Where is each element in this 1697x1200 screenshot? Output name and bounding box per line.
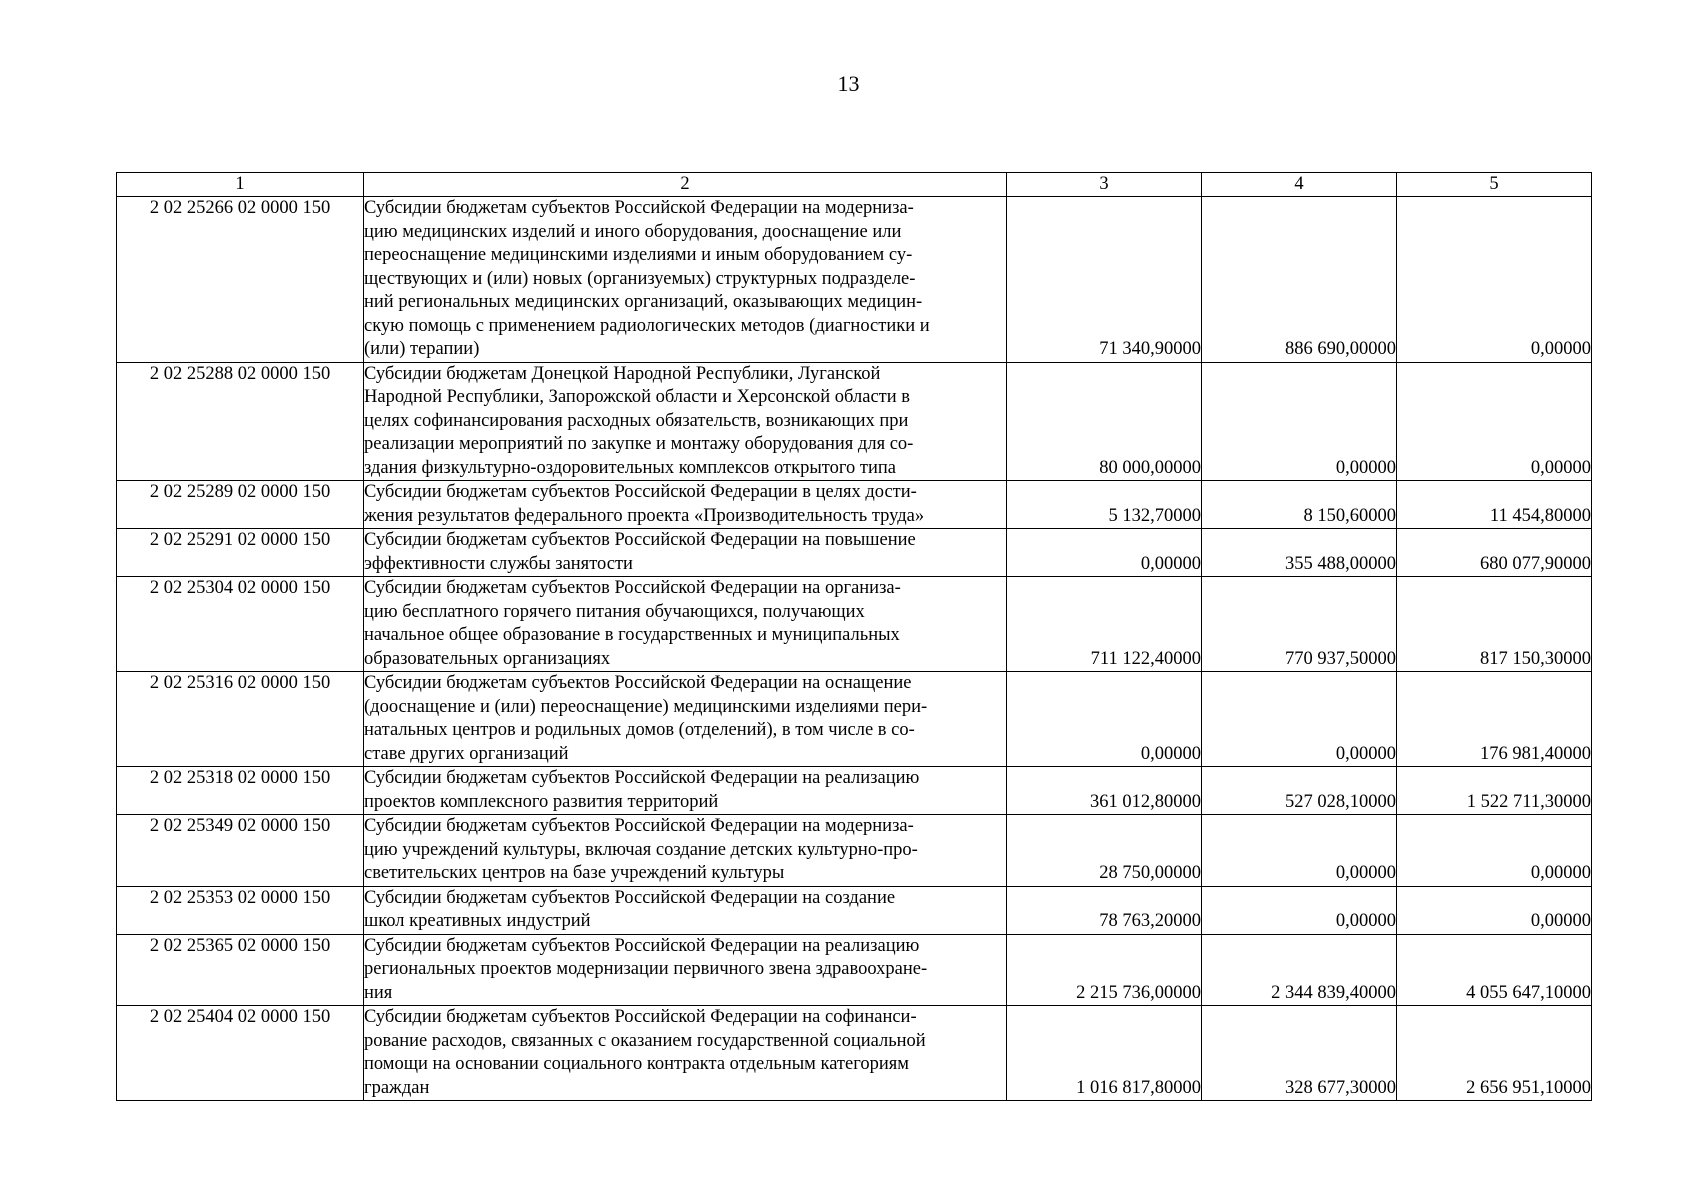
description-line: Субсидии бюджетам субъектов Российской Федерации на модерниза- <box>364 198 914 218</box>
description-cell <box>364 815 1007 887</box>
description-line: скую помощь с применением радиологических методов (диагностики и <box>364 315 930 336</box>
description-cell <box>364 529 1007 577</box>
budget-code-cell: 2 02 25353 02 0000 150 <box>117 886 364 934</box>
description-line: здания физкультурно-оздоровительных комплексов открытого типа <box>364 457 896 478</box>
amount-cell-col-4: 2 344 839,40000 <box>1202 934 1397 1006</box>
amount-cell-col-5: 11 454,80000 <box>1397 481 1592 529</box>
amount-cell-col-4: 527 028,10000 <box>1202 767 1397 815</box>
description-line: Народной Республики, Запорожской области и Херсонской области в <box>364 387 911 407</box>
description-line: целях софинансирования расходных обязательств, возникающих при <box>364 410 909 431</box>
description-line: региональных проектов модернизации первичного звена здравоохране- <box>364 959 928 979</box>
table-body <box>117 197 1592 1101</box>
description-cell <box>364 362 1007 481</box>
description-cell <box>364 577 1007 672</box>
amount-cell-col-3: 0,00000 <box>1007 672 1202 767</box>
amount-cell-col-4: 0,00000 <box>1202 672 1397 767</box>
column-header-2: 2 <box>364 173 1007 197</box>
description-line: цию медицинских изделий и иного оборудования, дооснащение или <box>364 221 902 242</box>
amount-cell-col-5: 4 055 647,10000 <box>1397 934 1592 1006</box>
table-row <box>117 481 1592 529</box>
amount-cell-col-4: 0,00000 <box>1202 815 1397 887</box>
description-cell <box>364 767 1007 815</box>
column-header-5: 5 <box>1397 173 1592 197</box>
amount-cell-col-3: 711 122,40000 <box>1007 577 1202 672</box>
budget-code-cell: 2 02 25404 02 0000 150 <box>117 1006 364 1101</box>
description-line: Субсидии бюджетам субъектов Российской Федерации на софинанси- <box>364 1007 917 1027</box>
description-line: начальное общее образование в государственных и муниципальных <box>364 625 900 645</box>
description-line: натальных центров и родильных домов (отделений), в том числе в со- <box>364 720 915 740</box>
description-line: цию бесплатного горячего питания обучающихся, получающих <box>364 601 865 622</box>
budget-code-cell: 2 02 25288 02 0000 150 <box>117 362 364 481</box>
description-line: проектов комплексного развития территорий <box>364 791 719 812</box>
amount-cell-col-3: 71 340,90000 <box>1007 197 1202 363</box>
amount-cell-col-3: 0,00000 <box>1007 529 1202 577</box>
amount-cell-col-5: 0,00000 <box>1397 362 1592 481</box>
description-line: Субсидии бюджетам Донецкой Народной Республики, Луганской <box>364 363 881 384</box>
description-line: Субсидии бюджетам субъектов Российской Федерации на модерниза- <box>364 816 914 836</box>
budget-code-cell: 2 02 25318 02 0000 150 <box>117 767 364 815</box>
amount-cell-col-5: 680 077,90000 <box>1397 529 1592 577</box>
table-row <box>117 886 1592 934</box>
description-cell <box>364 934 1007 1006</box>
budget-code-cell: 2 02 25289 02 0000 150 <box>117 481 364 529</box>
description-line: школ креативных индустрий <box>364 911 591 931</box>
amount-cell-col-5: 817 150,30000 <box>1397 577 1592 672</box>
description-line: (дооснащение и (или) переоснащение) медицинскими изделиями пери- <box>364 696 928 717</box>
amount-cell-col-3: 5 132,70000 <box>1007 481 1202 529</box>
table-row <box>117 934 1592 1006</box>
description-cell <box>364 1006 1007 1101</box>
amount-cell-col-4: 0,00000 <box>1202 886 1397 934</box>
description-line: реализации мероприятий по закупке и монтажу оборудования для со- <box>364 434 914 454</box>
budget-code-cell: 2 02 25291 02 0000 150 <box>117 529 364 577</box>
amount-cell-col-4: 8 150,60000 <box>1202 481 1397 529</box>
amount-cell-col-4: 770 937,50000 <box>1202 577 1397 672</box>
amount-cell-col-3: 1 016 817,80000 <box>1007 1006 1202 1101</box>
table-row <box>117 767 1592 815</box>
amount-cell-col-5: 176 981,40000 <box>1397 672 1592 767</box>
description-cell <box>364 481 1007 529</box>
description-line: эффективности службы занятости <box>364 553 633 574</box>
budget-code-cell: 2 02 25365 02 0000 150 <box>117 934 364 1006</box>
header-row <box>117 173 1592 197</box>
budget-code-cell: 2 02 25266 02 0000 150 <box>117 197 364 363</box>
description-line: ставе других организаций <box>364 743 569 764</box>
amount-cell-col-4: 355 488,00000 <box>1202 529 1397 577</box>
description-line: граждан <box>364 1077 430 1098</box>
amount-cell-col-4: 886 690,00000 <box>1202 197 1397 363</box>
amount-cell-col-4: 0,00000 <box>1202 362 1397 481</box>
description-line: ний региональных медицинских организаций, оказывающих медицин- <box>364 292 923 312</box>
table-row <box>117 577 1592 672</box>
column-header-1: 1 <box>117 173 364 197</box>
description-line: Субсидии бюджетам субъектов Российской Федерации на организа- <box>364 578 901 598</box>
amount-cell-col-5: 1 522 711,30000 <box>1397 767 1592 815</box>
description-line: переоснащение медицинскими изделиями и иным оборудованием су- <box>364 245 913 265</box>
description-line: Субсидии бюджетам субъектов Российской Федерации на реализацию <box>364 935 920 956</box>
amount-cell-col-3: 361 012,80000 <box>1007 767 1202 815</box>
amount-cell-col-5: 2 656 951,10000 <box>1397 1006 1592 1101</box>
budget-table <box>116 172 1592 1101</box>
description-line: ния <box>364 982 393 1003</box>
description-cell <box>364 672 1007 767</box>
description-line: Субсидии бюджетам субъектов Российской Федерации на оснащение <box>364 673 912 693</box>
description-line: (или) терапии) <box>364 339 480 359</box>
amount-cell-col-4: 328 677,30000 <box>1202 1006 1397 1101</box>
budget-code-cell: 2 02 25304 02 0000 150 <box>117 577 364 672</box>
description-cell <box>364 886 1007 934</box>
description-cell <box>364 197 1007 363</box>
amount-cell-col-3: 28 750,00000 <box>1007 815 1202 887</box>
table-row <box>117 529 1592 577</box>
description-line: светительских центров на базе учреждений культуры <box>364 863 785 883</box>
table-row <box>117 1006 1592 1101</box>
table-row <box>117 197 1592 363</box>
amount-cell-col-3: 80 000,00000 <box>1007 362 1202 481</box>
description-line: ществующих и (или) новых (организуемых) структурных подразделе- <box>364 268 916 289</box>
description-line: Субсидии бюджетам субъектов Российской Федерации на создание <box>364 887 896 908</box>
description-line: рование расходов, связанных с оказанием государственной социальной <box>364 1030 926 1051</box>
budget-code-cell: 2 02 25349 02 0000 150 <box>117 815 364 887</box>
description-line: образовательных организациях <box>364 648 611 669</box>
amount-cell-col-3: 78 763,20000 <box>1007 886 1202 934</box>
table-row <box>117 815 1592 887</box>
amount-cell-col-3: 2 215 736,00000 <box>1007 934 1202 1006</box>
column-header-4: 4 <box>1202 173 1397 197</box>
budget-code-cell: 2 02 25316 02 0000 150 <box>117 672 364 767</box>
description-line: Субсидии бюджетам субъектов Российской Федерации на реализацию <box>364 768 920 788</box>
amount-cell-col-5: 0,00000 <box>1397 886 1592 934</box>
amount-cell-col-5: 0,00000 <box>1397 815 1592 887</box>
table-row <box>117 362 1592 481</box>
page-number: 13 <box>837 71 860 96</box>
description-line: Субсидии бюджетам субъектов Российской Федерации на повышение <box>364 530 916 550</box>
description-line: цию учреждений культуры, включая создание детских культурно-про- <box>364 839 918 860</box>
column-header-3: 3 <box>1007 173 1202 197</box>
description-line: жения результатов федерального проекта «Производительность труда» <box>364 505 925 526</box>
amount-cell-col-5: 0,00000 <box>1397 197 1592 363</box>
description-line: Субсидии бюджетам субъектов Российской Федерации в целях дости- <box>364 482 917 502</box>
table-row <box>117 672 1592 767</box>
description-line: помощи на основании социального контракта отдельным категориям <box>364 1054 909 1074</box>
